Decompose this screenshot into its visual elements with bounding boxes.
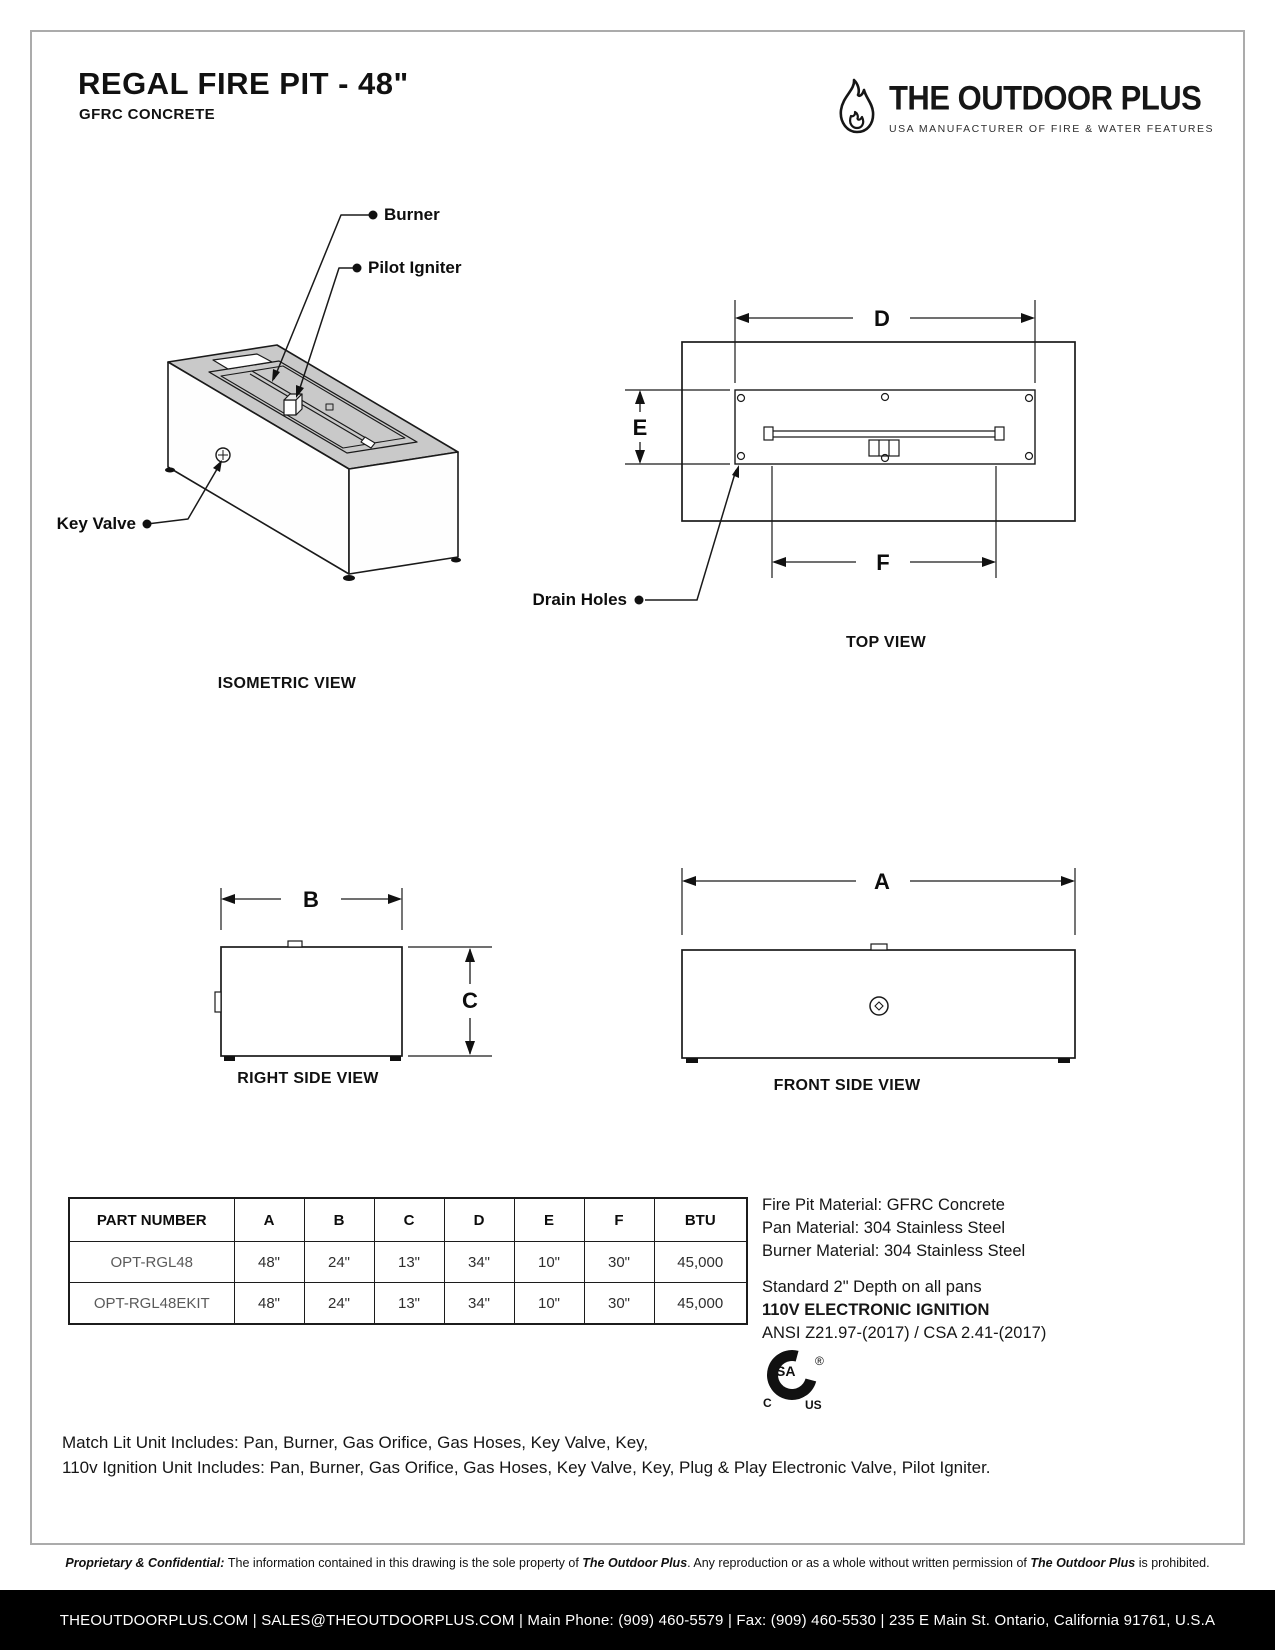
contact-bar (0, 1590, 1275, 1650)
dimensions-table (68, 1197, 748, 1325)
company-name: The Outdoor Plus (582, 1556, 688, 1570)
fire-pit-material: Fire Pit Material: GFRC Concrete (762, 1196, 1005, 1214)
dim-e-value: 10" (514, 1242, 584, 1283)
drain-holes-callout: Drain Holes (532, 590, 627, 609)
ignition-note: 110V ELECTRONIC IGNITION (762, 1301, 990, 1319)
right-side-view-label: RIGHT SIDE VIEW (237, 1070, 379, 1087)
pan-material: Pan Material: 304 Stainless Steel (762, 1219, 1006, 1237)
dim-f-value: 30" (584, 1242, 654, 1283)
part-number: OPT-RGL48EKIT (69, 1283, 234, 1325)
dim-label-b: B (303, 887, 319, 912)
col-btu: BTU (654, 1198, 747, 1242)
dim-label-c: C (462, 988, 478, 1013)
dim-e-value: 10" (514, 1283, 584, 1325)
col-a: A (234, 1198, 304, 1242)
burner-callout: Burner (384, 205, 440, 224)
registered-mark: ® (815, 1354, 824, 1368)
dim-a-value: 48" (234, 1283, 304, 1325)
csa-us-mark: US (805, 1398, 822, 1412)
material-specs (762, 1194, 1192, 1345)
proprietary-notice (40, 1556, 1235, 1570)
brand-tagline: USA MANUFACTURER OF FIRE & WATER FEATURES (889, 123, 1214, 135)
col-f: F (584, 1198, 654, 1242)
pan-depth-note: Standard 2" Depth on all pans (762, 1278, 982, 1296)
dim-c-value: 13" (374, 1242, 444, 1283)
proprietary-text: is prohibited. (1135, 1556, 1210, 1570)
btu-value: 45,000 (654, 1283, 747, 1325)
front-side-view-label: FRONT SIDE VIEW (773, 1077, 921, 1094)
burner-material: Burner Material: 304 Stainless Steel (762, 1242, 1026, 1260)
table-row (69, 1283, 747, 1325)
dim-label-a: A (874, 869, 890, 894)
match-lit-includes: Match Lit Unit Includes: Pan, Burner, Gas Orifice, Gas Hoses, Key Valve, Key, (62, 1433, 649, 1452)
flame-icon (833, 78, 881, 138)
key-valve-callout: Key Valve (56, 514, 136, 533)
dim-d-value: 34" (444, 1242, 514, 1283)
ignition-unit-includes: 110v Ignition Unit Includes: Pan, Burner, Gas Orifice, Gas Hoses, Key Valve, Key, Plug & Play Electronic Valve, Pilot Igniter. (62, 1458, 991, 1477)
company-name: The Outdoor Plus (1030, 1556, 1136, 1570)
certification-note: ANSI Z21.97-(2017) / CSA 2.41-(2017) (762, 1324, 1047, 1342)
csa-logo (763, 1348, 833, 1414)
dim-b-value: 24" (304, 1283, 374, 1325)
dim-a-value: 48" (234, 1242, 304, 1283)
dim-c-value: 13" (374, 1283, 444, 1325)
pilot-igniter-callout: Pilot Igniter (368, 258, 462, 277)
part-number: OPT-RGL48 (69, 1242, 234, 1283)
page-subtitle: GFRC CONCRETE (79, 106, 216, 123)
page-title: REGAL FIRE PIT - 48" (78, 66, 409, 101)
col-e: E (514, 1198, 584, 1242)
dim-label-f: F (876, 550, 890, 575)
contact-bar-text: THEOUTDOORPLUS.COM | SALES@THEOUTDOORPLUS.COM | Main Phone: (909) 460-5579 | Fax: (909) 460-5530 | 235 E Main St. Ontario, California 91761, U.S.A (59, 1611, 1216, 1629)
dim-label-e: E (632, 415, 648, 440)
table-row (69, 1242, 747, 1283)
dim-f-value: 30" (584, 1283, 654, 1325)
dim-d-value: 34" (444, 1283, 514, 1325)
isometric-view-label: ISOMETRIC VIEW (217, 675, 357, 692)
dim-b-value: 24" (304, 1242, 374, 1283)
table-header-row (69, 1198, 747, 1242)
proprietary-text: The information contained in this drawing is the sole property of (227, 1556, 583, 1570)
csa-c-mark: C (763, 1396, 772, 1410)
col-d: D (444, 1198, 514, 1242)
col-b: B (304, 1198, 374, 1242)
col-c: C (374, 1198, 444, 1242)
top-view-label: TOP VIEW (845, 634, 927, 651)
proprietary-text: . Any reproduction or as a whole without written permission of (687, 1556, 1031, 1570)
includes-notes (62, 1430, 1202, 1480)
btu-value: 45,000 (654, 1242, 747, 1283)
brand-logo (833, 78, 1214, 138)
col-part-number: PART NUMBER (69, 1198, 234, 1242)
dim-label-d: D (874, 306, 890, 331)
csa-sa-text: SA (776, 1363, 796, 1379)
brand-name: THE OUTDOOR PLUS (889, 78, 1202, 118)
proprietary-label: Proprietary & Confidential: (65, 1556, 228, 1570)
